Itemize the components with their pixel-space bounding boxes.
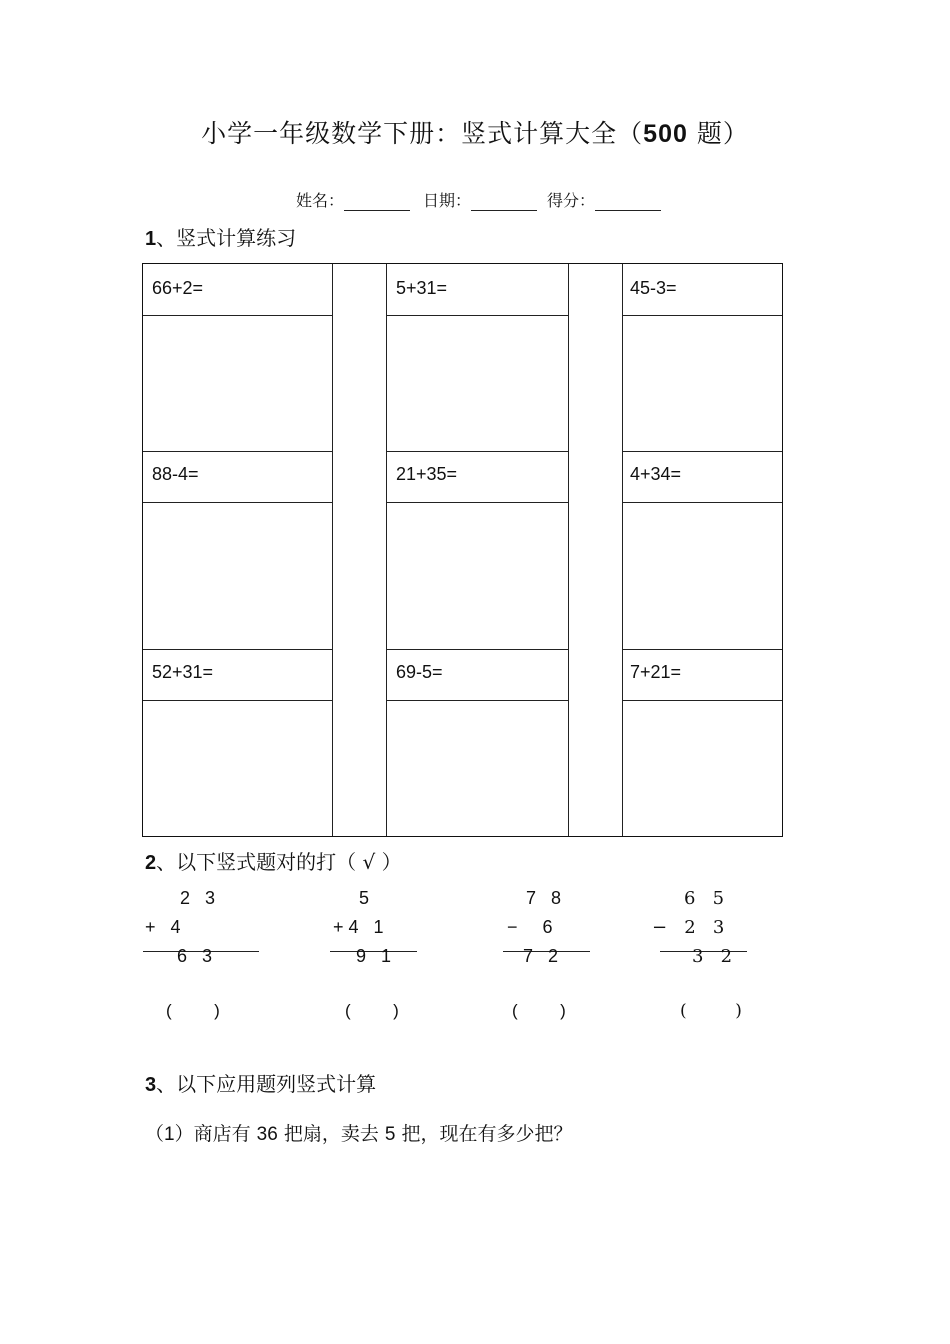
name-blank[interactable] — [344, 192, 410, 211]
problem: 4+34= — [630, 464, 682, 484]
grid-row-line — [622, 700, 782, 701]
question-text: 把扇，卖去 — [277, 1123, 385, 1145]
calc-result-row: 3 2 — [692, 946, 733, 967]
section-2-heading — [145, 846, 402, 875]
section-3-text: 、以下应用题列竖式计算 — [156, 1072, 377, 1096]
answer-parentheses[interactable]: ( ) — [680, 1001, 742, 1021]
answer-parentheses[interactable]: ( ) — [345, 1001, 399, 1020]
title-number: 500 — [643, 120, 688, 148]
section-2-text: 、以下竖式题对的打（ √ ） — [156, 850, 402, 874]
grid-row-line — [386, 315, 569, 316]
section-3-heading — [145, 1068, 376, 1097]
question-number: 5 — [384, 1124, 396, 1145]
grid-divider — [332, 264, 333, 836]
question-text: （ — [145, 1123, 165, 1145]
problem: 5+31= — [396, 278, 448, 298]
problem: 52+31= — [152, 662, 214, 682]
title-prefix: 小学一年级数学下册：竖式计算大全（ — [201, 119, 644, 148]
name-field[interactable] — [296, 188, 410, 211]
grid-row-line — [622, 502, 782, 503]
word-problem-1 — [145, 1119, 573, 1146]
calc-middle-row: − 6 — [507, 917, 553, 937]
grid-row-line — [143, 315, 333, 316]
problem: 66+2= — [152, 278, 204, 298]
grid-row-line — [143, 649, 333, 650]
grid-row-line — [386, 451, 569, 452]
grid-divider — [386, 264, 387, 836]
section-1-heading — [145, 222, 296, 251]
calc-top-row: 6 5 — [684, 888, 725, 909]
section-2-number: 2 — [145, 852, 157, 874]
calc-middle-row: + 4 — [145, 917, 181, 937]
grid-row-line — [622, 649, 782, 650]
section-3-number: 3 — [145, 1074, 157, 1096]
problem: 88-4= — [152, 464, 199, 484]
calc-result-row: 9 1 — [356, 946, 392, 966]
page-title — [0, 114, 950, 150]
grid-row-line — [143, 502, 333, 503]
name-label: 姓名： — [296, 191, 345, 210]
answer-parentheses[interactable]: ( ) — [512, 1001, 566, 1020]
calc-result-row: 7 2 — [523, 946, 559, 966]
date-blank[interactable] — [471, 192, 537, 211]
problem: 7+21= — [630, 662, 682, 682]
calc-middle-row: − 2 3 — [652, 917, 725, 938]
date-field[interactable] — [423, 188, 537, 211]
grid-row-line — [143, 451, 333, 452]
section-1-number: 1 — [145, 228, 157, 250]
grid-row-line — [386, 649, 569, 650]
date-label: 日期： — [423, 191, 472, 210]
problem: 45-3= — [630, 278, 677, 298]
problem: 69-5= — [396, 662, 443, 682]
section-1-text: 、竖式计算练习 — [156, 226, 297, 250]
grid-row-line — [143, 700, 333, 701]
calc-top-row: 7 8 — [526, 888, 562, 908]
question-number: 36 — [256, 1124, 278, 1145]
score-blank[interactable] — [595, 192, 661, 211]
title-suffix: 题） — [687, 119, 749, 148]
grid-row-line — [386, 502, 569, 503]
question-text: ）商店有 — [174, 1123, 257, 1145]
grid-divider — [568, 264, 569, 836]
calc-middle-row: + 4 1 — [333, 917, 384, 937]
question-text: 把，现在有多少把？ — [395, 1123, 573, 1145]
grid-row-line — [622, 315, 782, 316]
score-field[interactable] — [547, 188, 661, 211]
question-number: 1 — [164, 1124, 175, 1145]
calc-result-row: 6 3 — [177, 946, 213, 966]
calc-top-row: 5 — [359, 888, 370, 908]
grid-divider — [622, 264, 623, 836]
answer-parentheses[interactable]: ( ) — [166, 1001, 220, 1020]
problem: 21+35= — [396, 464, 458, 484]
score-label: 得分： — [547, 191, 596, 210]
calc-top-row: 2 3 — [180, 888, 216, 908]
grid-row-line — [386, 700, 569, 701]
practice-grid — [142, 263, 783, 837]
grid-row-line — [622, 451, 782, 452]
